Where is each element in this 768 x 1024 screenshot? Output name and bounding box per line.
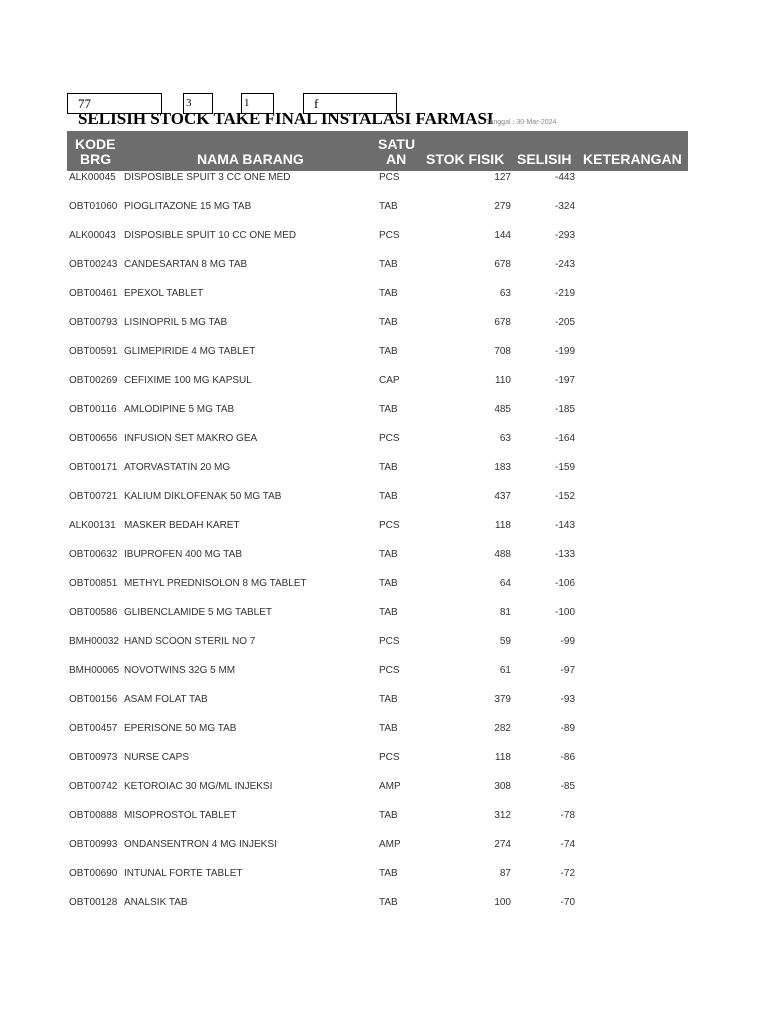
cell-stok-fisik: 110 [495, 375, 511, 386]
cell-kode: OBT00793 [69, 317, 118, 328]
table-row [0, 781, 768, 793]
cell-stok-fisik: 59 [499, 636, 511, 647]
cell-selisih: -89 [560, 723, 575, 734]
cell-nama: AMLODIPINE 5 MG TAB [124, 404, 235, 415]
cell-satuan: TAB [379, 201, 398, 212]
cell-satuan: TAB [379, 723, 398, 734]
cell-nama: EPEXOL TABLET [124, 288, 204, 299]
cell-selisih: -185 [554, 404, 575, 415]
cell-nama: METHYL PREDNISOLON 8 MG TABLET [124, 578, 307, 589]
cell-selisih: -205 [554, 317, 575, 328]
cell-kode: OBT00656 [69, 433, 118, 444]
header-nama: NAMA BARANG [197, 151, 304, 167]
cell-selisih: -152 [554, 491, 575, 502]
input-box-3[interactable]: 1 [241, 93, 274, 114]
cell-selisih: -293 [554, 230, 575, 241]
table-row [0, 868, 768, 880]
cell-satuan: TAB [379, 317, 398, 328]
table-row [0, 259, 768, 271]
cell-selisih: -164 [554, 433, 575, 444]
cell-nama: ATORVASTATIN 20 MG [124, 462, 231, 473]
cell-satuan: TAB [379, 259, 398, 270]
table-row [0, 404, 768, 416]
cell-stok-fisik: 488 [494, 549, 511, 560]
table-row [0, 375, 768, 387]
cell-selisih: -93 [560, 694, 575, 705]
cell-kode: OBT00888 [69, 810, 118, 821]
cell-kode: OBT01060 [69, 201, 118, 212]
cell-stok-fisik: 678 [494, 259, 511, 270]
cell-kode: OBT00461 [69, 288, 118, 299]
cell-stok-fisik: 708 [494, 346, 511, 357]
cell-satuan: TAB [379, 549, 398, 560]
cell-nama: NURSE CAPS [124, 752, 190, 763]
cell-stok-fisik: 485 [494, 404, 511, 415]
input-box-1[interactable]: 77 [67, 93, 162, 114]
cell-satuan: TAB [379, 868, 398, 879]
cell-selisih: -159 [554, 462, 575, 473]
table-row [0, 317, 768, 329]
cell-satuan: PCS [379, 665, 400, 676]
header-satuan-line1: SATU [378, 136, 416, 152]
cell-satuan: TAB [379, 810, 398, 821]
cell-kode: OBT00156 [69, 694, 118, 705]
cell-stok-fisik: 678 [494, 317, 511, 328]
cell-stok-fisik: 282 [494, 723, 511, 734]
table-row [0, 810, 768, 822]
header-kode-line1: KODE [75, 136, 116, 152]
cell-kode: OBT00269 [69, 375, 118, 386]
cell-nama: HAND SCOON STERIL NO 7 [124, 636, 256, 647]
cell-kode: OBT00690 [69, 868, 118, 879]
cell-nama: INTUNAL FORTE TABLET [124, 868, 243, 879]
cell-satuan: TAB [379, 288, 398, 299]
table-row [0, 288, 768, 300]
cell-nama: DISPOSIBLE SPUIT 10 CC ONE MED [124, 230, 297, 241]
cell-selisih: -324 [554, 201, 575, 212]
cell-kode: ALK00045 [69, 172, 116, 183]
cell-kode: OBT00632 [69, 549, 118, 560]
cell-stok-fisik: 63 [499, 288, 511, 299]
cell-satuan: PCS [379, 520, 400, 531]
cell-selisih: -243 [554, 259, 575, 270]
report-title: SELISIH STOCK TAKE FINAL INSTALASI FARMASI [78, 109, 494, 128]
cell-satuan: AMP [379, 839, 401, 850]
table-row [0, 578, 768, 590]
cell-kode: ALK00043 [69, 230, 116, 241]
cell-stok-fisik: 64 [499, 578, 511, 589]
cell-kode: OBT00128 [69, 897, 118, 908]
cell-stok-fisik: 279 [494, 201, 511, 212]
cell-stok-fisik: 183 [494, 462, 511, 473]
cell-kode: OBT00116 [69, 404, 117, 415]
cell-selisih: -106 [554, 578, 575, 589]
cell-nama: ASAM FOLAT TAB [124, 694, 208, 705]
cell-stok-fisik: 87 [499, 868, 511, 879]
cell-selisih: -74 [560, 839, 575, 850]
cell-selisih: -97 [560, 665, 575, 676]
cell-nama: MASKER BEDAH KARET [124, 520, 240, 531]
cell-nama: KETOROIAC 30 MG/ML INJEKSI [124, 781, 273, 792]
table-row [0, 897, 768, 909]
cell-kode: OBT00591 [69, 346, 118, 357]
cell-selisih: -143 [554, 520, 575, 531]
cell-kode: OBT00457 [69, 723, 118, 734]
cell-stok-fisik: 312 [494, 810, 511, 821]
table-header [67, 131, 688, 171]
cell-kode: OBT00171 [69, 462, 118, 473]
table-row [0, 201, 768, 213]
cell-satuan: PCS [379, 230, 400, 241]
cell-nama: PIOGLITAZONE 15 MG TAB [124, 201, 252, 212]
cell-satuan: TAB [379, 694, 398, 705]
cell-nama: MISOPROSTOL TABLET [124, 810, 237, 821]
cell-kode: OBT00742 [69, 781, 118, 792]
table-row [0, 607, 768, 619]
cell-selisih: -72 [560, 868, 575, 879]
cell-satuan: PCS [379, 752, 400, 763]
cell-nama: EPERISONE 50 MG TAB [124, 723, 237, 734]
table-row [0, 491, 768, 503]
cell-nama: IBUPROFEN 400 MG TAB [124, 549, 242, 560]
cell-nama: LISINOPRIL 5 MG TAB [124, 317, 228, 328]
cell-stok-fisik: 437 [494, 491, 511, 502]
header-selisih: SELISIH [517, 151, 572, 167]
cell-stok-fisik: 81 [499, 607, 511, 618]
cell-selisih: -443 [554, 172, 575, 183]
cell-selisih: -85 [560, 781, 575, 792]
header-stok: STOK FISIK [426, 151, 505, 167]
cell-satuan: TAB [379, 346, 398, 357]
cell-kode: ALK00131 [69, 520, 116, 531]
cell-selisih: -133 [554, 549, 575, 560]
cell-selisih: -199 [554, 346, 575, 357]
cell-nama: DISPOSIBLE SPUIT 3 CC ONE MED [124, 172, 291, 183]
cell-selisih: -70 [560, 897, 575, 908]
cell-selisih: -99 [560, 636, 575, 647]
cell-stok-fisik: 100 [494, 897, 511, 908]
cell-stok-fisik: 274 [494, 839, 511, 850]
cell-selisih: -100 [554, 607, 575, 618]
cell-kode: OBT00851 [69, 578, 118, 589]
cell-stok-fisik: 118 [495, 752, 511, 763]
cell-satuan: TAB [379, 404, 398, 415]
cell-stok-fisik: 61 [499, 665, 511, 676]
cell-nama: NOVOTWINS 32G 5 MM [124, 665, 236, 676]
cell-kode: OBT00973 [69, 752, 118, 763]
cell-selisih: -197 [554, 375, 575, 386]
table-row [0, 839, 768, 851]
table-row [0, 462, 768, 474]
cell-selisih: -78 [560, 810, 575, 821]
cell-stok-fisik: 127 [494, 172, 511, 183]
input-box-4[interactable]: f [303, 93, 397, 114]
cell-nama: INFUSION SET MAKRO GEA [124, 433, 258, 444]
table-row [0, 665, 768, 677]
table-row [0, 346, 768, 358]
cell-satuan: TAB [379, 897, 398, 908]
cell-nama: ONDANSENTRON 4 MG INJEKSI [124, 839, 277, 850]
cell-selisih: -219 [554, 288, 575, 299]
cell-nama: KALIUM DIKLOFENAK 50 MG TAB [124, 491, 282, 502]
cell-nama: GLIMEPIRIDE 4 MG TABLET [124, 346, 256, 357]
cell-kode: OBT00243 [69, 259, 118, 270]
table-row [0, 723, 768, 735]
cell-stok-fisik: 63 [499, 433, 511, 444]
cell-satuan: PCS [379, 172, 400, 183]
header-kode-line2: BRG [80, 151, 112, 167]
cell-kode: BMH00065 [69, 665, 120, 676]
cell-satuan: TAB [379, 607, 398, 618]
cell-nama: ANALSIK TAB [124, 897, 188, 908]
table-row [0, 752, 768, 764]
table-row [0, 694, 768, 706]
header-keterangan: KETERANGAN [583, 151, 682, 167]
cell-stok-fisik: 118 [495, 520, 511, 531]
input-box-2[interactable]: 3 [183, 93, 213, 114]
table-row [0, 549, 768, 561]
table-row [0, 433, 768, 445]
cell-stok-fisik: 379 [494, 694, 511, 705]
cell-nama: GLIBENCLAMIDE 5 MG TABLET [124, 607, 273, 618]
table-row [0, 520, 768, 532]
cell-nama: CEFIXIME 100 MG KAPSUL [124, 375, 252, 386]
header-satuan-line2: AN [386, 151, 407, 167]
cell-kode: OBT00721 [69, 491, 118, 502]
cell-satuan: TAB [379, 491, 398, 502]
cell-nama: CANDESARTAN 8 MG TAB [124, 259, 248, 270]
table-row [0, 636, 768, 648]
cell-stok-fisik: 144 [494, 230, 511, 241]
cell-satuan: PCS [379, 433, 400, 444]
report-date: Tanggal : 30-Mar-2024 [486, 119, 557, 126]
cell-selisih: -86 [560, 752, 575, 763]
cell-kode: OBT00586 [69, 607, 118, 618]
cell-satuan: TAB [379, 578, 398, 589]
cell-stok-fisik: 308 [494, 781, 511, 792]
table-row [0, 172, 768, 184]
cell-satuan: PCS [379, 636, 400, 647]
cell-satuan: AMP [379, 781, 401, 792]
cell-kode: OBT00993 [69, 839, 118, 850]
table-row [0, 230, 768, 242]
cell-satuan: CAP [379, 375, 400, 386]
cell-kode: BMH00032 [69, 636, 120, 647]
cell-satuan: TAB [379, 462, 398, 473]
